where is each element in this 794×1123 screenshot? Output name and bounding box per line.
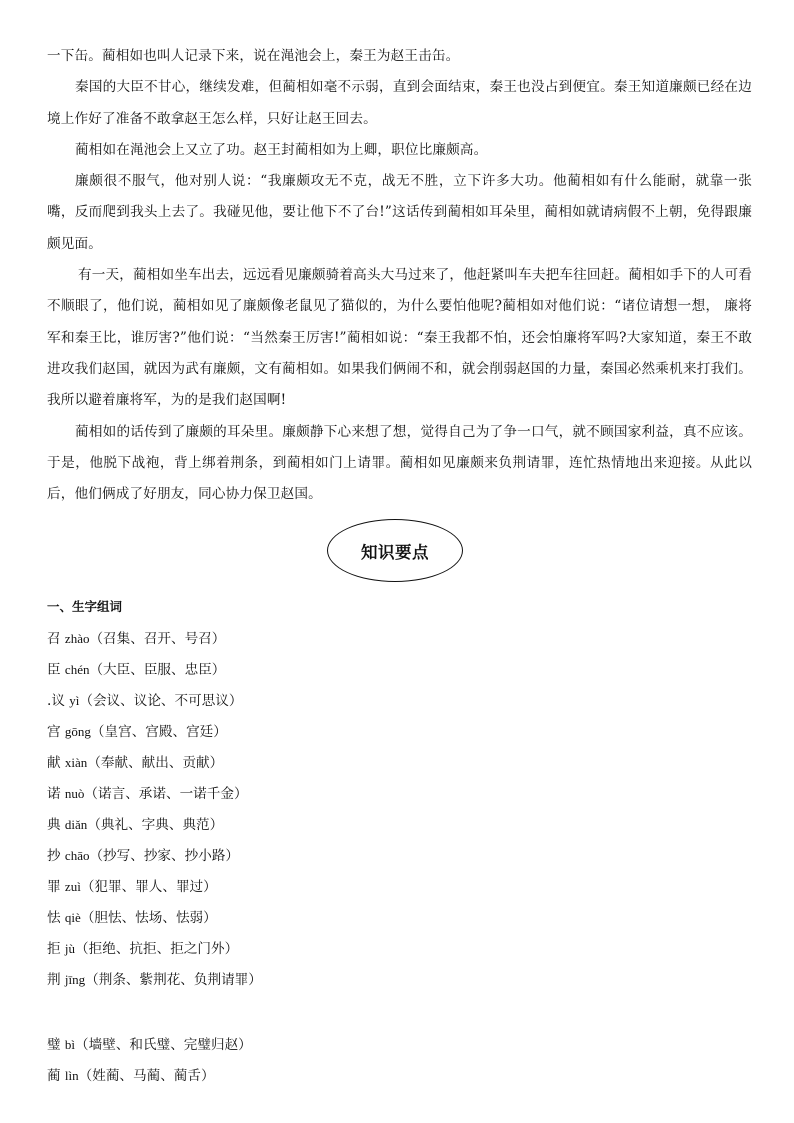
vocab-item [47,721,227,743]
story-paragraph: 有一天，蔺相如坐车出去，远远看见廉颇骑着高头大马过来了，他赶紧叫车夫把车往回赶。蔺相如手下的人可看不顺眼了，他们说，蔺相如见了廉颇像老鼠见了猫似的，为什么要怕他呢?蔺相如对他们说：“诸位请想一想， 廉将军和秦王比，谁厉害?”他们说：“当然秦王厉害!”蔺相如说：“秦王我都不怕，还会怕廉将军吗?大家知道，秦王不敢进攻我们赵国，就因为武有廉颇，文有蔺相如。如果我们俩闹不和，就会削弱赵国的力量，秦国必然乘机来打我们。我所以避着廉将军，为的是我们赵国啊! [47,267,752,409]
story-paragraph: 蔺相如在渑池会上又立了功。赵王封蔺相如为上卿，职位比廉颇高。 [75,141,488,158]
vocab-words: （召集、召开、号召） [89,631,226,647]
vocab-pinyin: xiàn [64,755,88,770]
vocab-words: （抄写、抄家、抄小路） [89,848,239,864]
vocab-char: 抄 [47,848,61,864]
vocab-words: （诺言、承诺、一诺千金） [84,786,248,802]
vocab-pinyin: qiè [64,910,81,925]
vocab-item [47,1034,252,1056]
vocab-words: （犯罪、罪人、罪过） [80,879,217,895]
vocab-words: （皇宫、宫殿、宫廷） [90,724,227,740]
vocab-words: （姓蔺、马蔺、蔺舌） [78,1068,215,1084]
vocab-item [47,814,223,836]
vocab-pinyin: jīng [64,972,86,987]
vocab-char: 荆 [47,972,61,988]
vocab-item [47,876,217,898]
vocab-pinyin: lìn [64,1068,79,1083]
section-heading: 一、生字组词 [47,599,123,614]
vocab-words: （典礼、字典、典范） [87,817,224,833]
vocab-pinyin: diǎn [64,817,88,832]
vocab-words: （奉献、献出、贡献） [87,755,224,771]
vocab-words: （会议、议论、不可思议） [79,693,243,709]
vocab-char: 臣 [47,662,61,678]
vocab-words: （荆条、紫荆花、负荆请罪） [85,972,262,988]
vocab-pinyin: zuì [64,879,81,894]
vocab-pinyin: nuò [64,786,85,801]
vocab-pinyin: gōng [64,724,91,739]
vocab-item [47,938,238,960]
vocab-char: 宫 [47,724,61,740]
vocab-char: .议 [47,693,65,709]
vocab-item [47,907,217,929]
vocab-item [47,783,248,805]
vocab-char: 献 [47,755,61,771]
vocab-item [47,1065,215,1087]
vocab-char: 典 [47,817,61,833]
vocab-item [47,845,239,867]
vocab-item [47,752,223,774]
vocab-char: 罪 [47,879,61,895]
vocab-char: 拒 [47,941,61,957]
vocab-char: 召 [47,631,61,647]
vocab-words: （大臣、臣服、忠臣） [89,662,226,678]
knowledge-points-oval [327,519,463,582]
story-text [47,41,752,510]
vocab-pinyin: yì [69,693,80,708]
vocab-item [47,628,225,650]
vocab-pinyin: chāo [64,848,90,863]
vocab-char: 怯 [47,910,61,926]
knowledge-points-title: 知识要点 [361,542,429,562]
vocab-pinyin: chén [64,662,90,677]
vocab-item [47,690,243,712]
vocab-item [47,969,262,991]
vocab-pinyin: jù [64,941,76,956]
story-paragraph: 廉颇很不服气，他对别人说：“我廉颇攻无不克，战无不胜，立下许多大功。他蔺相如有什么能耐，就靠一张嘴，反而爬到我头上去了。我碰见他，要让他下不了台!”这话传到蔺相如耳朵里，蔺相如就请病假不上朝，免得跟廉颇见面。 [47,173,752,252]
vocab-char: 璧 [47,1037,61,1053]
vocab-pinyin: bì [64,1037,76,1052]
vocab-item [47,659,225,681]
vocab-words: （胆怯、怯场、怯弱） [80,910,217,926]
vocab-char: 蔺 [47,1068,61,1084]
story-paragraph: 蔺相如的话传到了廉颇的耳朵里。廉颇静下心来想了想，觉得自己为了争一口气，就不顾国家利益，真不应该。于是，他脱下战袍，背上绑着荆条，到蔺相如门上请罪。蔺相如见廉颇来负荆请罪，连忙热情地出来迎接。从此以后，他们俩成了好朋友，同心协力保卫赵国。 [47,423,752,503]
vocab-pinyin: zhào [64,631,90,646]
story-paragraph: 秦国的大臣不甘心，继续发难，但蔺相如毫不示弱，直到会面结束，秦王也没占到便宜。秦王知道廉颇已经在边境上作好了准备不敢拿赵王怎么样，只好让赵王回去。 [47,79,752,127]
vocab-words: （墙壁、和氏璧、完璧归赵） [75,1037,252,1053]
story-paragraph: 一下缶。蔺相如也叫人记录下来，说在渑池会上，秦王为赵王击缶。 [47,48,460,64]
vocab-words: （拒绝、抗拒、拒之门外） [75,941,239,957]
vocab-char: 诺 [47,786,61,802]
